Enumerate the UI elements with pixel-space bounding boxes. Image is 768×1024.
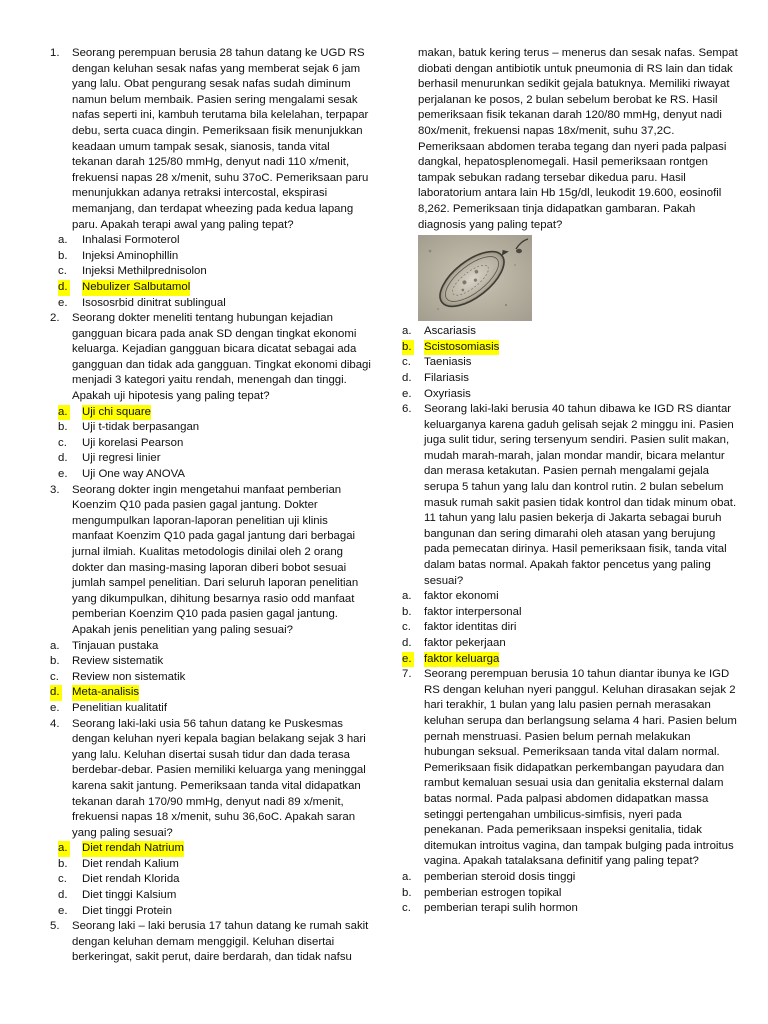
option: b. faktor interpersonal <box>402 605 522 618</box>
option: b. Diet rendah Kalium <box>58 857 179 870</box>
option: c. Review non sistematik <box>50 670 186 683</box>
option: a. Ascariasis <box>402 325 476 338</box>
question-3 <box>42 483 372 639</box>
parasite-egg-icon <box>418 235 532 321</box>
option-highlighted-answer: a. Uji chi square <box>42 405 372 421</box>
question-text: Seorang laki – laki berusia 17 tahun datang ke rumah sakit dengan keluhan demam menggigil. Keluhan disertai berkeringat, sakit perut, daire berdarah, dan tidak nafsu <box>72 920 369 964</box>
option: a. Inhalasi Formoterol <box>58 234 180 247</box>
question-1 <box>42 46 372 233</box>
question-2-options <box>42 405 372 483</box>
question-6 <box>394 402 738 589</box>
option: a. Tinjauan pustaka <box>50 639 159 652</box>
option-highlighted-answer: d. Nebulizer Salbutamol <box>42 280 372 296</box>
option: e. Oxyriasis <box>402 387 471 400</box>
option: d. Diet tinggi Kalsium <box>58 889 177 902</box>
question-6-options <box>394 589 738 667</box>
option-highlighted-answer: b. Scistosomiasis <box>394 340 738 356</box>
question-text: Seorang laki-laki usia 56 tahun datang ke Puskesmas dengan keluhan nyeri kepala bagian belakang sejak 3 hari yang lalu. Keluhan disertai susah tidur dan dada terasa berdebar-debar. Pasien memiliki keluarga yang meninggal karena sakit jantung. Pemeriksaan tanda vital didapatkan tekanan darah 170/90 mmHg, denyut nadi 89 x/menit, frekuensi napas 18 x/menit, suhu 36,6oC. Apakah saran yang paling sesuai? <box>72 717 366 839</box>
option: c. pemberian terapi sulih hormon <box>402 902 578 915</box>
question-5-options <box>394 324 738 402</box>
question-text: Seorang perempuan berusia 10 tahun diantar ibunya ke IGD RS dengan keluhan nyeri panggul. Keluhan dirasakan sejak 2 hari terakhir, 1 bulan yang lalu pasien pernah merasakan keluhan serupa dan berlangsung selama 4 hari. Pasien belum pernah menstruasi. Pasien belum pernah melakukan hubungan seksual. Pemeriksaan tanda vital dalam normal. Pemeriksaan fisik didapatkan perkembangan payudara dan rambut kemaluan sesuai usia dan genitalia eksternal dalam batas normal. Pada palpasi abdomen didapatkan massa setinggi pertengahan umbilicus-simfisis, nyeri pada penekanan. Pada pemeriksaan inspeksi genitalia, tidak ditemukan introitus vagina, dan tampak bulging pada introitus vagina. Apakah tatalaksana definitif yang paling tepat? <box>424 668 737 868</box>
option: e. Diet tinggi Protein <box>58 904 172 917</box>
question-number: 2. <box>50 312 60 325</box>
question-number: 4. <box>50 717 60 730</box>
question-5 <box>42 919 372 966</box>
question-text: Seorang dokter meneliti tentang hubungan kejadian gangguan bicara pada anak SD dengan tingkat ekonomi keluarga. Kejadian gangguan bicara dicatat sebagai ada gangguan dan tidak ada gangguan. Tingkat ekonomi dibagi menjadi 3 kategori yaitu rendah, menengah dan tinggi. Apakah uji hipotesis yang paling tepat? <box>72 312 371 403</box>
right-column <box>394 46 738 917</box>
option-highlighted-answer: d. Meta-analisis <box>42 685 372 701</box>
option: d. Uji regresi linier <box>58 452 161 465</box>
question-text: Seorang perempuan berusia 28 tahun datang ke UGD RS dengan keluhan sesak nafas yang memberat sejak 6 jam yang lalu. Obat pengurang sesak nafas sudah diminum namun belum membaik. Pasien sering mengalami sesak nafas seperti ini, kambuh terutama bila kelelahan, terpapar debu, serta cuaca dingin. Pemeriksaan fisik menunjukkan keadaan umum tampak sesak, sianosis, tanda vital tekanan darah 125/80 mmHg, denyut nadi 110 x/menit, frekuensi napas 28 x/menit, suhu 37oC. Pemeriksaan paru menunjukkan adanya retraksi intercostal, ekspirasi memanjang, dan terdapat wheezing pada kedua lapang paru. Apakah terapi awal yang paling tepat? <box>72 47 369 231</box>
question-7-options <box>394 870 738 917</box>
option: e. Uji One way ANOVA <box>58 468 185 481</box>
option: b. Uji t-tidak berpasangan <box>58 421 200 434</box>
question-text: Seorang laki-laki berusia 40 tahun dibawa ke IGD RS diantar keluarganya karena gaduh gelisah sejak 2 minggu ini. Pasien juga sulit tidur, sering tersenyum sendiri. Pasien sulit makan, mudah marah-marah, jalan mondar mandir, bicara melantur dan merasa ketakutan. Pasien pernah mengalami gejala serupa 5 tahun yang lalu dan kontrol rutin. 2 bulan sebelum masuk rumah sakit pasien tidak kontrol dan tidak minum obat. 11 tahun yang lalu pasien bekerja di Jakarta sebagai buruh bangunan dan sering dimarahi oleh atasan yang berujung pada pemecatan dirinya. Hasil pemeriksaan fisik, tanda vital dalam batas normal. Apakah faktor pencetus yang paling sesuai? <box>424 403 737 587</box>
option: b. Injeksi Aminophillin <box>58 249 179 262</box>
question-number: 6. <box>402 403 412 416</box>
question-1-options <box>42 233 372 311</box>
option: c. Uji korelasi Pearson <box>58 436 184 449</box>
question-number: 7. <box>402 668 412 681</box>
option-highlighted-answer: e. faktor keluarga <box>394 652 738 668</box>
question-5-continued-text: makan, batuk kering terus – menerus dan sesak nafas. Sempat diobati dengan antibiotik untuk pneumonia di RS lain dan tidak berhasil menurunkan sedikit gejala batuknya. Memiliki riwayat perjalanan ke posos, 2 bulan sebelum berobat ke RS. Hasil pemeriksaan fisik tekanan darah 120/80 mmHg, denyut nadi 80x/menit, frekuensi napas 18x/menit, suhu 37,2C. Pemeriksaan abdomen teraba tegang dan nyeri pada palpasi dangkal, hepatosplenomegali. Hasil pemeriksaan rontgen tampak sebukan radang tersebar dikedua paru. Hasil laboratorium antara lain Hb 15g/dl, leukodit 19.600, eosinofil 8,262. Pemeriksaan tinja didapatkan gambaran. Pakah diagnosis yang paling tepat? <box>418 47 738 231</box>
parasite-egg-micrograph <box>418 235 532 321</box>
option: e. Penelitian kualitatif <box>50 701 167 714</box>
question-number: 5. <box>50 920 60 933</box>
option: e. Isososrbid dinitrat sublingual <box>58 296 226 309</box>
option: a. faktor ekonomi <box>402 590 499 603</box>
question-4 <box>42 717 372 842</box>
left-column <box>42 46 372 966</box>
option: c. Injeksi Methilprednisolon <box>58 265 207 278</box>
option-highlighted-answer: a. Diet rendah Natrium <box>42 841 372 857</box>
option: a. pemberian steroid dosis tinggi <box>402 870 576 883</box>
option: b. Review sistematik <box>50 655 164 668</box>
option: d. Filariasis <box>402 371 469 384</box>
question-2 <box>42 311 372 405</box>
question-3-options <box>42 639 372 717</box>
question-4-options <box>42 841 372 919</box>
option: d. faktor pekerjaan <box>402 637 506 649</box>
question-number: 1. <box>50 47 60 59</box>
question-text: Seorang dokter ingin mengetahui manfaat pemberian Koenzim Q10 pada pasien gagal jantung. Dokter mengumpulkan laporan-laporan penelitian uji klinis manfaat Koenzim Q10 pada gagal jantung dari berbagai jurnal ilmiah. Kualitas metodologis dinilai oleh 2 orang dokter dan masing-masing laporan diberi bobot sesuai jumlah sampel penelitian. Dari seluruh laporan penelitian yang dikumpulkan, dihitung besarnya rasio odd manfaat pemberian Koenzim Q10 pada pasien gagal jantung. Apakah jenis penelitian yang paling sesuai? <box>72 483 359 636</box>
option: c. Taeniasis <box>402 356 472 369</box>
question-7 <box>394 667 738 870</box>
option: c. Diet rendah Klorida <box>58 873 180 886</box>
question-number: 3. <box>50 483 60 496</box>
option: c. faktor identitas diri <box>402 621 517 634</box>
option: b. pemberian estrogen topikal <box>402 886 562 899</box>
